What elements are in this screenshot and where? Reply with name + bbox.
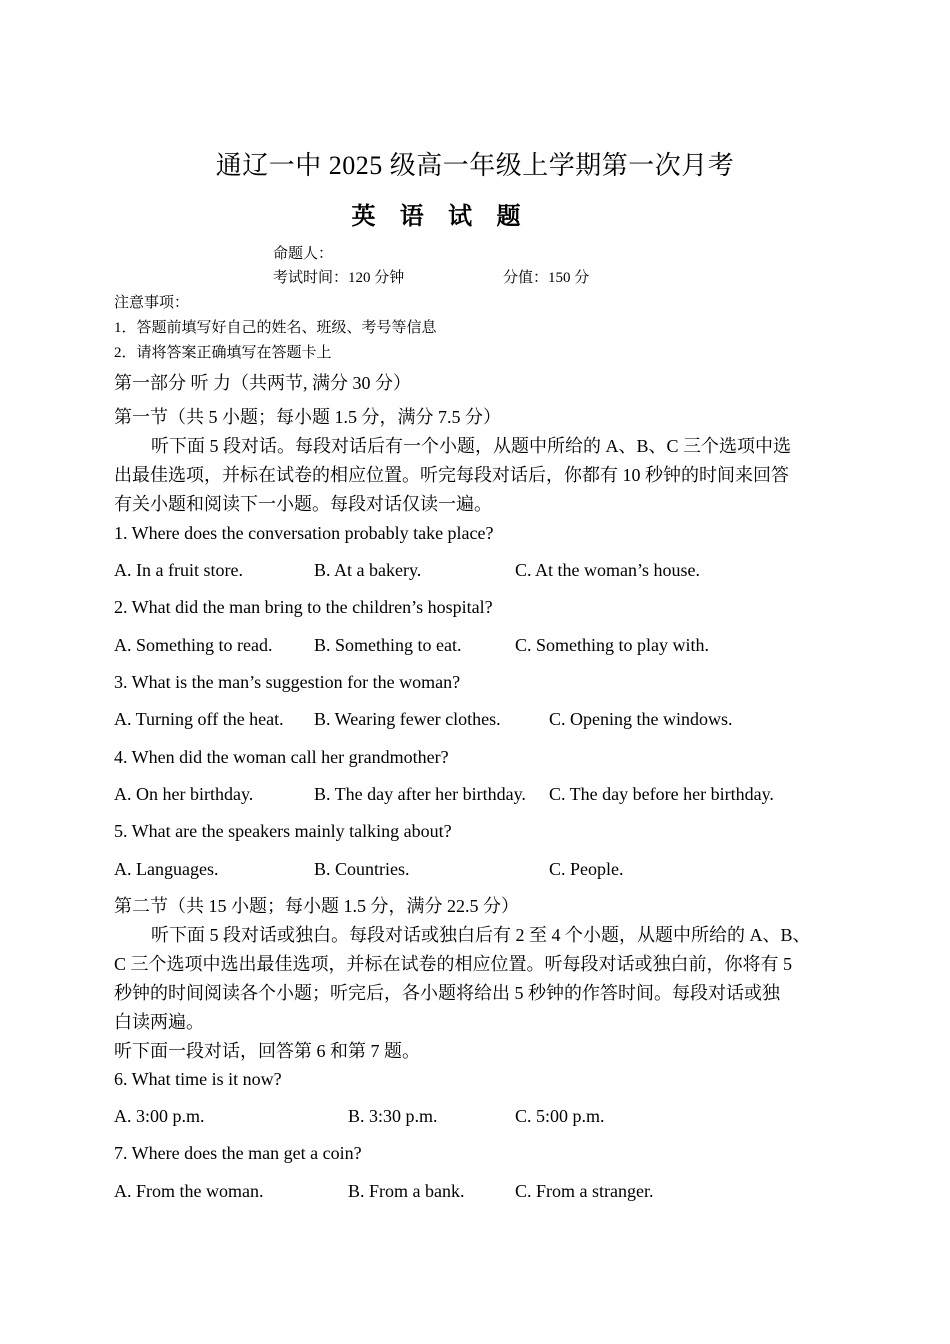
section2-heading: 第二节（共 15 小题；每小题 1.5 分，满分 22.5 分） xyxy=(114,896,519,916)
question-3-option-c: C. Opening the windows. xyxy=(549,709,733,729)
question-5-option-c: C. People. xyxy=(549,859,624,879)
question-1-option-a: A. In a fruit store. xyxy=(114,560,243,580)
question-3-option-b: B. Wearing fewer clothes. xyxy=(314,709,501,729)
question-2-option-b: B. Something to eat. xyxy=(314,635,462,655)
question-1-option-c: C. At the woman’s house. xyxy=(515,560,700,580)
section1-instruction-line-1: 听下面 5 段对话。每段对话后有一个小题，从题中所给的 A、B、C 三个选项中选 xyxy=(151,436,792,456)
section1-instruction-line-3: 有关小题和阅读下一小题。每段对话仅读一遍。 xyxy=(114,494,492,514)
question-3: 3. What is the man’s suggestion for the woman? xyxy=(114,672,461,692)
section1-heading: 第一节（共 5 小题；每小题 1.5 分，满分 7.5 分） xyxy=(114,407,501,427)
question-4-option-c: C. The day before her birthday. xyxy=(549,784,774,804)
question-4-option-b: B. The day after her birthday. xyxy=(314,784,526,804)
question-2-option-c: C. Something to play with. xyxy=(515,635,710,655)
question-7-option-b: B. From a bank. xyxy=(348,1181,465,1201)
section2-sub-instruction: 听下面一段对话，回答第 6 和第 7 题。 xyxy=(114,1041,420,1061)
question-6-option-b: B. 3:30 p.m. xyxy=(348,1106,438,1126)
score-label: 分值：150 分 xyxy=(503,270,590,286)
author-label: 命题人： xyxy=(273,246,334,262)
section2-instruction-line-1: 听下面 5 段对话或独白。每段对话或独白后有 2 至 4 个小题，从题中所给的 A、B、 xyxy=(151,925,811,945)
question-5-option-a: A. Languages. xyxy=(114,859,219,879)
part1-heading: 第一部分 听 力（共两节, 满分 30 分） xyxy=(114,373,411,393)
note-item-1: 1．答题前填写好自己的姓名、班级、考号等信息 xyxy=(114,320,437,336)
question-3-option-a: A. Turning off the heat. xyxy=(114,709,284,729)
question-6: 6. What time is it now? xyxy=(114,1069,282,1089)
question-7-option-c: C. From a stranger. xyxy=(515,1181,654,1201)
question-2: 2. What did the man bring to the children’s hospital? xyxy=(114,597,493,617)
question-7: 7. Where does the man get a coin? xyxy=(114,1143,362,1163)
section2-instruction-line-4: 白读两遍。 xyxy=(114,1012,204,1032)
section1-instruction-line-2: 出最佳选项，并标在试卷的相应位置。听完每段对话后，你都有 10 秒钟的时间来回答 xyxy=(114,465,789,485)
notes-heading: 注意事项： xyxy=(114,295,190,311)
section2-instruction-line-3: 秒钟的时间阅读各个小题；听完后，各小题将给出 5 秒钟的作答时间。每段对话或独 xyxy=(114,983,780,1003)
exam-subtitle: 英 语 试 题 xyxy=(351,202,529,230)
question-5: 5. What are the speakers mainly talking about? xyxy=(114,821,452,841)
question-4: 4. When did the woman call her grandmother? xyxy=(114,747,449,767)
question-6-option-a: A. 3:00 p.m. xyxy=(114,1106,205,1126)
question-1: 1. Where does the conversation probably take place? xyxy=(114,523,494,543)
question-1-option-b: B. At a bakery. xyxy=(314,560,422,580)
question-7-option-a: A. From the woman. xyxy=(114,1181,264,1201)
time-label: 考试时间：120 分钟 xyxy=(273,270,405,286)
question-5-option-b: B. Countries. xyxy=(314,859,410,879)
note-item-2: 2．请将答案正确填写在答题卡上 xyxy=(114,345,332,361)
question-2-option-a: A. Something to read. xyxy=(114,635,273,655)
question-6-option-c: C. 5:00 p.m. xyxy=(515,1106,605,1126)
section2-instruction-line-2: C 三个选项中选出最佳选项，并标在试卷的相应位置。听每段对话或独白前，你将有 5 xyxy=(114,954,793,974)
question-4-option-a: A. On her birthday. xyxy=(114,784,254,804)
exam-title: 通辽一中 2025 级高一年级上学期第一次月考 xyxy=(215,151,735,180)
